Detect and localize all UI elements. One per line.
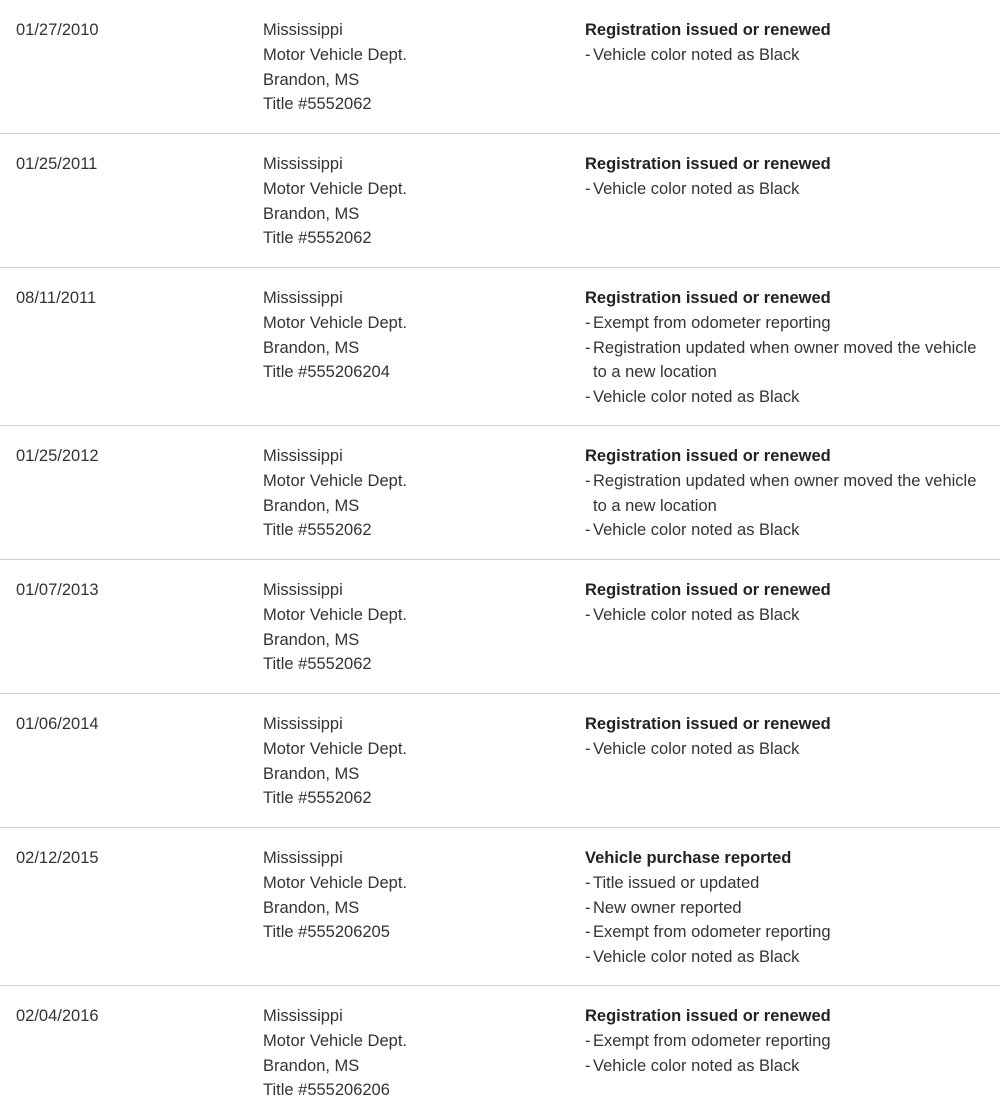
source-title-number: Title #5552062: [263, 521, 372, 540]
record-event-title: Registration issued or renewed: [585, 21, 831, 39]
source-location: Brandon, MS: [263, 204, 360, 223]
source-location: Brandon, MS: [263, 1056, 360, 1075]
record-date: 02/04/2016: [16, 1007, 99, 1025]
record-comments: [585, 1004, 985, 1078]
record-detail-item: - Vehicle color noted as Black: [585, 179, 800, 198]
history-record: [0, 560, 1000, 694]
history-record: [0, 268, 1000, 426]
record-detail-item: - Vehicle color noted as Black: [585, 1056, 800, 1075]
history-record: [0, 426, 1000, 560]
record-event-title: Registration issued or renewed: [585, 715, 831, 733]
record-detail-item: - Exempt from odometer reporting: [585, 313, 831, 332]
record-event-title: Registration issued or renewed: [585, 289, 831, 307]
history-record: [0, 134, 1000, 268]
record-detail-item: - Exempt from odometer reporting: [585, 1031, 831, 1050]
source-location: Brandon, MS: [263, 898, 360, 917]
record-comments: [585, 712, 985, 762]
record-event-title: Registration issued or renewed: [585, 155, 831, 173]
record-date: 01/27/2010: [16, 21, 99, 39]
record-event-title: Registration issued or renewed: [585, 581, 831, 599]
source-location: Brandon, MS: [263, 630, 360, 649]
record-source: [263, 846, 563, 945]
source-title-number: Title #5552062: [263, 789, 372, 808]
record-source: [263, 286, 563, 385]
record-comments: [585, 846, 985, 970]
source-title-number: Title #555206204: [263, 363, 390, 382]
record-date: 01/25/2011: [16, 155, 98, 173]
source-location: Brandon, MS: [263, 764, 360, 783]
source-location: Brandon, MS: [263, 70, 360, 89]
source-state: Mississippi: [263, 581, 343, 599]
source-agency: Motor Vehicle Dept.: [263, 313, 407, 332]
source-title-number: Title #5552062: [263, 229, 372, 248]
record-source: [263, 712, 563, 811]
source-state: Mississippi: [263, 1007, 343, 1025]
source-agency: Motor Vehicle Dept.: [263, 605, 407, 624]
record-comments: [585, 18, 985, 68]
record-detail-item: - Vehicle color noted as Black: [585, 45, 800, 64]
source-state: Mississippi: [263, 715, 343, 733]
source-state: Mississippi: [263, 447, 343, 465]
record-detail-item: - Vehicle color noted as Black: [585, 948, 800, 967]
source-title-number: Title #555206206: [263, 1081, 390, 1100]
source-state: Mississippi: [263, 21, 343, 39]
record-detail-item: - Vehicle color noted as Black: [585, 388, 800, 407]
record-date: 01/25/2012: [16, 447, 99, 465]
record-detail-item: - New owner reported: [585, 898, 742, 917]
source-title-number: Title #555206205: [263, 923, 390, 942]
record-comments: [585, 444, 985, 543]
source-agency: Motor Vehicle Dept.: [263, 739, 407, 758]
source-agency: Motor Vehicle Dept.: [263, 873, 407, 892]
record-source: [263, 444, 563, 543]
source-agency: Motor Vehicle Dept.: [263, 45, 407, 64]
source-title-number: Title #5552062: [263, 655, 372, 674]
source-location: Brandon, MS: [263, 338, 360, 357]
record-source: [263, 152, 563, 251]
source-agency: Motor Vehicle Dept.: [263, 471, 407, 490]
source-title-number: Title #5552062: [263, 95, 372, 114]
record-date: 01/06/2014: [16, 715, 99, 733]
source-agency: Motor Vehicle Dept.: [263, 1031, 407, 1050]
record-source: [263, 578, 563, 677]
record-comments: [585, 578, 985, 628]
record-detail-item: - Vehicle color noted as Black: [585, 605, 800, 624]
record-detail-item: - Vehicle color noted as Black: [585, 521, 800, 540]
record-date: 08/11/2011: [16, 289, 97, 307]
source-location: Brandon, MS: [263, 496, 360, 515]
history-record: [0, 0, 1000, 134]
record-event-title: Vehicle purchase reported: [585, 849, 792, 867]
source-state: Mississippi: [263, 155, 343, 173]
record-detail-item: - Exempt from odometer reporting: [585, 923, 831, 942]
record-event-title: Registration issued or renewed: [585, 447, 831, 465]
source-state: Mississippi: [263, 289, 343, 307]
record-comments: [585, 152, 985, 202]
record-date: 01/07/2013: [16, 581, 99, 599]
source-agency: Motor Vehicle Dept.: [263, 179, 407, 198]
record-detail-item: - Vehicle color noted as Black: [585, 739, 800, 758]
history-record: [0, 986, 1000, 1119]
record-source: [263, 18, 563, 117]
history-record: [0, 828, 1000, 986]
record-comments: [585, 286, 985, 410]
history-record: [0, 694, 1000, 828]
record-detail-item: - Registration updated when owner moved the vehicle to a new location: [585, 338, 977, 382]
record-source: [263, 1004, 563, 1103]
source-state: Mississippi: [263, 849, 343, 867]
record-detail-item: - Title issued or updated: [585, 873, 760, 892]
record-detail-item: - Registration updated when owner moved the vehicle to a new location: [585, 471, 977, 515]
record-date: 02/12/2015: [16, 849, 99, 867]
record-event-title: Registration issued or renewed: [585, 1007, 831, 1025]
